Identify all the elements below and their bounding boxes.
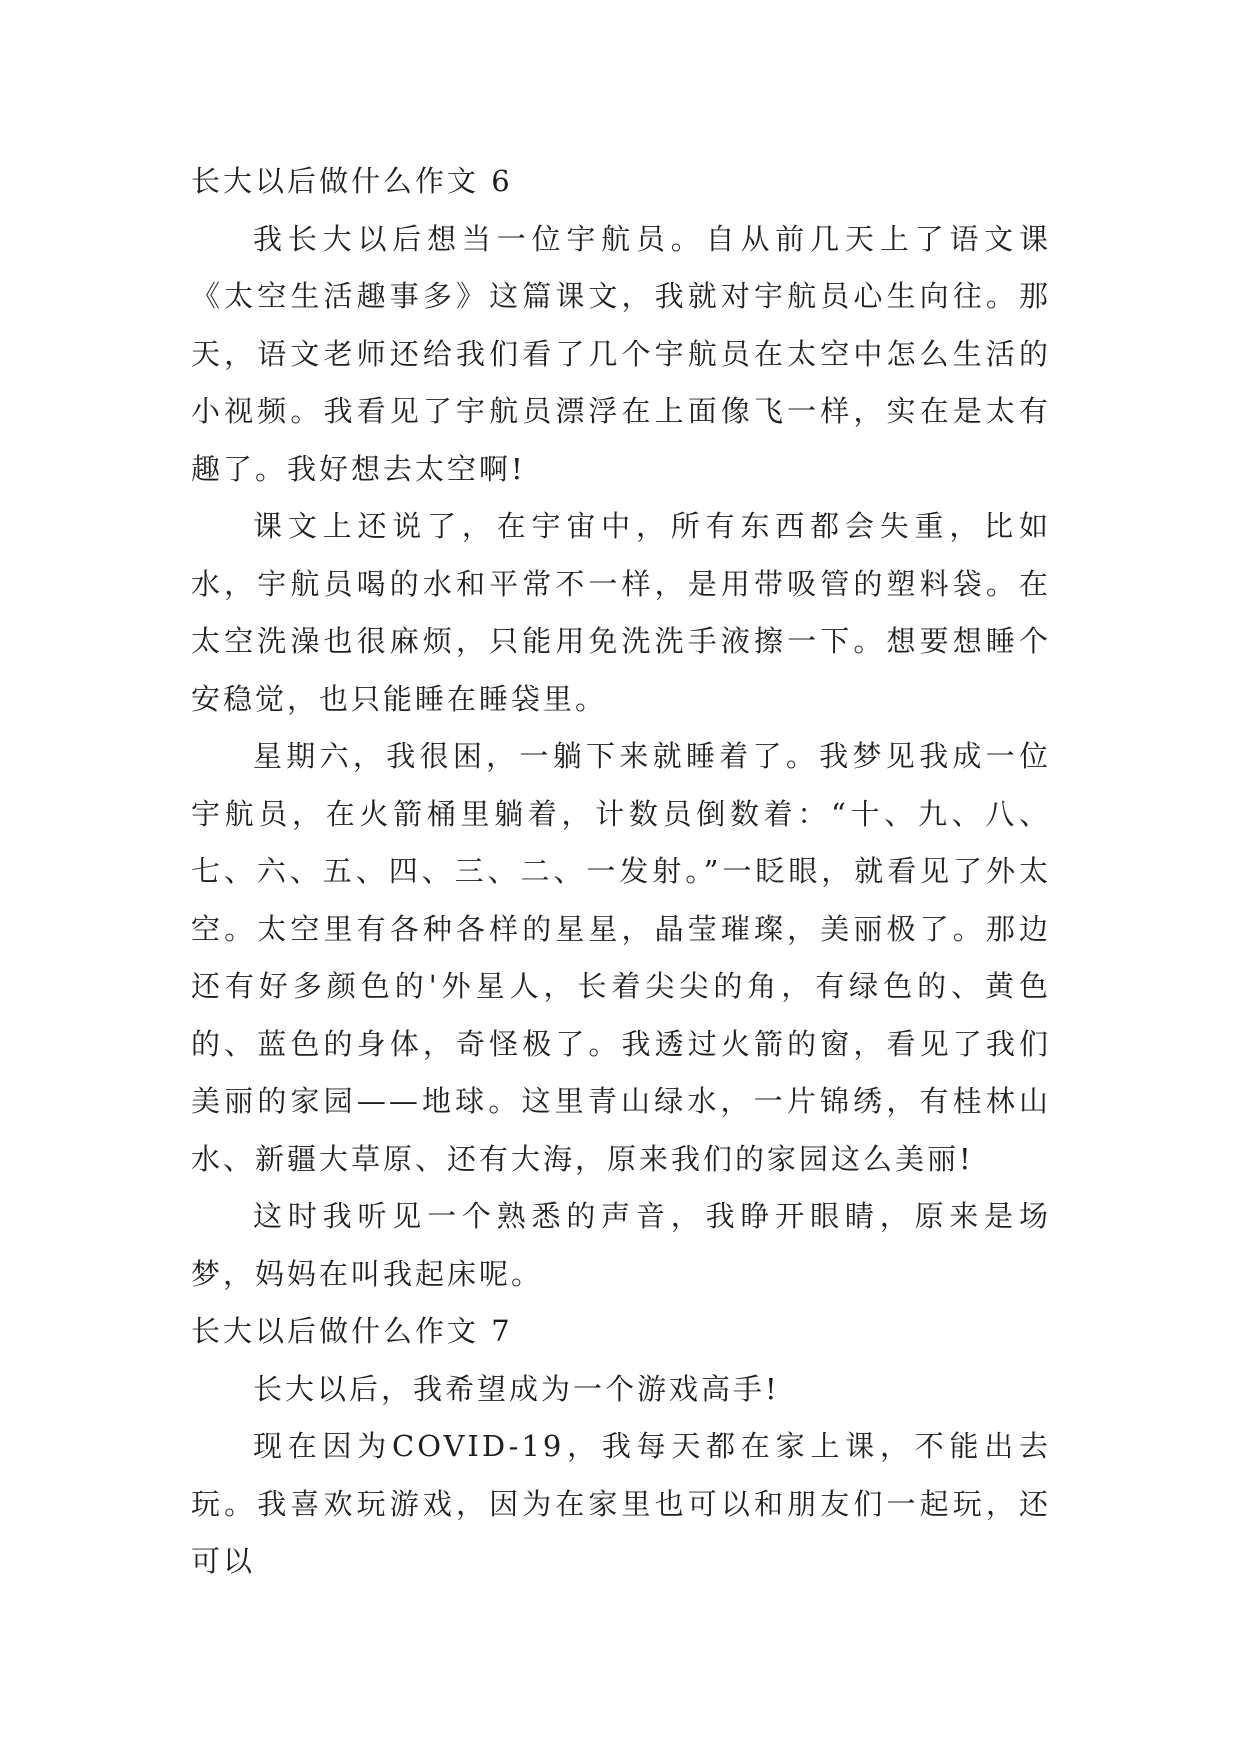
paragraph: 星期六，我很困，一躺下来就睡着了。我梦见我成一位宇航员，在火箭桶里躺着，计数员倒数着：“十、九、八、七、六、五、四、三、二、一发射。”一眨眼，就看见了外太空。太空里有各种各样的星星，晶莹璀璨，美丽极了。那边还有好多颜色的'外星人，长着尖尖的角，有绿色的、黄色的、蓝色的身体，奇怪极了。我透过火箭的窗，看见了我们美丽的家园——地球。这里青山绿水，一片锦绣，有桂林山水、新疆大草原、还有大海，原来我们的家园这么美丽!: [191, 739, 1051, 1176]
paragraph: 课文上还说了，在宇宙中，所有东西都会失重，比如水，宇航员喝的水和平常不一样，是用带吸管的塑料袋。在太空洗澡也很麻烦，只能用免洗洗手液擦一下。想要想睡个安稳觉，也只能睡在睡袋里。: [191, 509, 1051, 716]
section-heading: 长大以后做什么作文 6: [191, 164, 513, 198]
paragraph: 长大以后，我希望成为一个游戏高手!: [253, 1371, 780, 1406]
document-body: [191, 153, 1051, 1591]
paragraph: 我长大以后想当一位宇航员。自从前几天上了语文课《太空生活趣事多》这篇课文，我就对宇航员心生向往。那天，语文老师还给我们看了几个宇航员在太空中怎么生活的小视频。我看见了宇航员漂浮在上面像飞一样，实在是太有趣了。我好想去太空啊!: [191, 221, 1051, 486]
paragraph: 这时我听见一个熟悉的声音，我睁开眼睛，原来是场梦，妈妈在叫我起床呢。: [191, 1199, 1051, 1291]
paragraph: 现在因为COVID-19，我每天都在家上课，不能出去玩。我喜欢玩游戏，因为在家里也可以和朋友们一起玩，还可以: [191, 1429, 1051, 1578]
section-heading: 长大以后做什么作文 7: [191, 1314, 513, 1348]
